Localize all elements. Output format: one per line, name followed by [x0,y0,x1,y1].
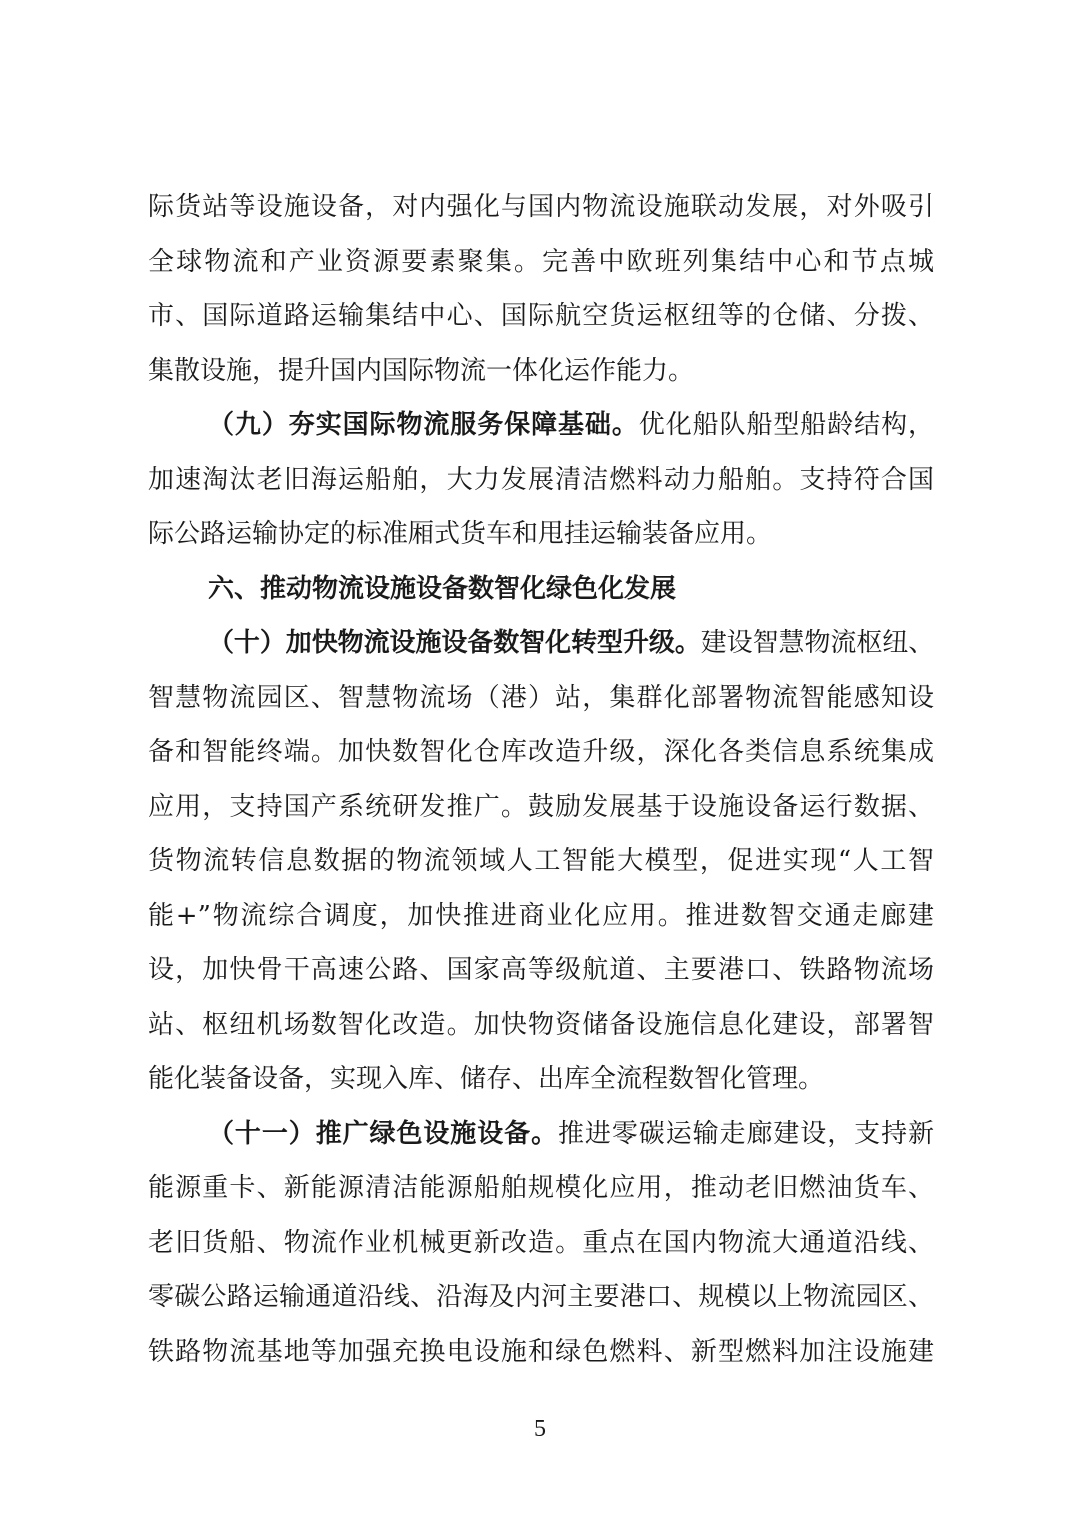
paragraph-line: 应用，支持国产系统研发推广。鼓励发展基于设施设备运行数据、 [148,791,934,822]
document-body [148,180,934,1379]
subsection-first-line [148,1107,934,1162]
page-number: 5 [534,1416,546,1442]
subsection-title: （九）夯实国际物流服务保障基础。 [208,410,639,440]
paragraph-line: 能化装备设备，实现入库、储存、出库全流程数智化管理。 [148,1064,825,1094]
paragraph-line: 能+”物流综合调度，加快推进商业化应用。推进数智交通走廊建 [148,900,934,931]
paragraph-line: 铁路物流基地等加强充换电设施和绿色燃料、新型燃料加注设施建 [148,1336,934,1367]
paragraph-line: 市、国际道路运输集结中心、国际航空货运枢纽等的仓储、分拨、 [148,301,934,331]
paragraph-text: 建设智慧物流枢纽、 [700,628,934,658]
paragraph-line: 集散设施，提升国内国际物流一体化运作能力。 [148,355,695,386]
subsection-title: （十）加快物流设施设备数智化转型升级。 [208,628,701,658]
paragraph-line: 老旧货船、物流作业机械更新改造。重点在国内物流大通道沿线、 [148,1227,934,1258]
paragraph-line: 货物流转信息数据的物流领域人工智能大模型，促进实现“人工智 [148,846,934,876]
subsection-title: （十一）推广绿色设施设备。 [208,1118,558,1149]
paragraph-line: 加速淘汰老旧海运船舶，大力发展清洁燃料动力船舶。支持符合国 [148,464,934,495]
paragraph-line: 能源重卡、新能源清洁能源船舶规模化应用，推动老旧燃油货车、 [148,1173,934,1203]
paragraph-line: 设，加快骨干高速公路、国家高等级航道、主要港口、铁路物流场 [148,955,934,985]
paragraph-line: 零碳公路运输通道沿线、沿海及内河主要港口、规模以上物流园区、 [148,1282,934,1312]
paragraph-line: 全球物流和产业资源要素聚集。完善中欧班列集结中心和节点城 [148,246,934,277]
paragraph-text: 优化船队船型船龄结构， [638,410,934,440]
section-heading: 六、推动物流设施设备数智化绿色化发展 [208,573,677,604]
paragraph-line: 际公路运输协定的标准厢式货车和甩挂运输装备应用。 [148,519,773,549]
paragraph-line: 际货站等设施设备，对内强化与国内物流设施联动发展，对外吸引 [148,192,934,222]
paragraph-line: 备和智能终端。加快数智化仓库改造升级，深化各类信息系统集成 [148,737,934,767]
paragraph-text: 推进零碳运输走廊建设，支持新 [558,1118,934,1149]
subsection-first-line [148,398,934,453]
paragraph-line: 站、枢纽机场数智化改造。加快物资储备设施信息化建设，部署智 [148,1009,934,1040]
paragraph-line: 智慧物流园区、智慧物流场（港）站，集群化部署物流智能感知设 [148,682,934,713]
subsection-first-line [148,616,934,671]
